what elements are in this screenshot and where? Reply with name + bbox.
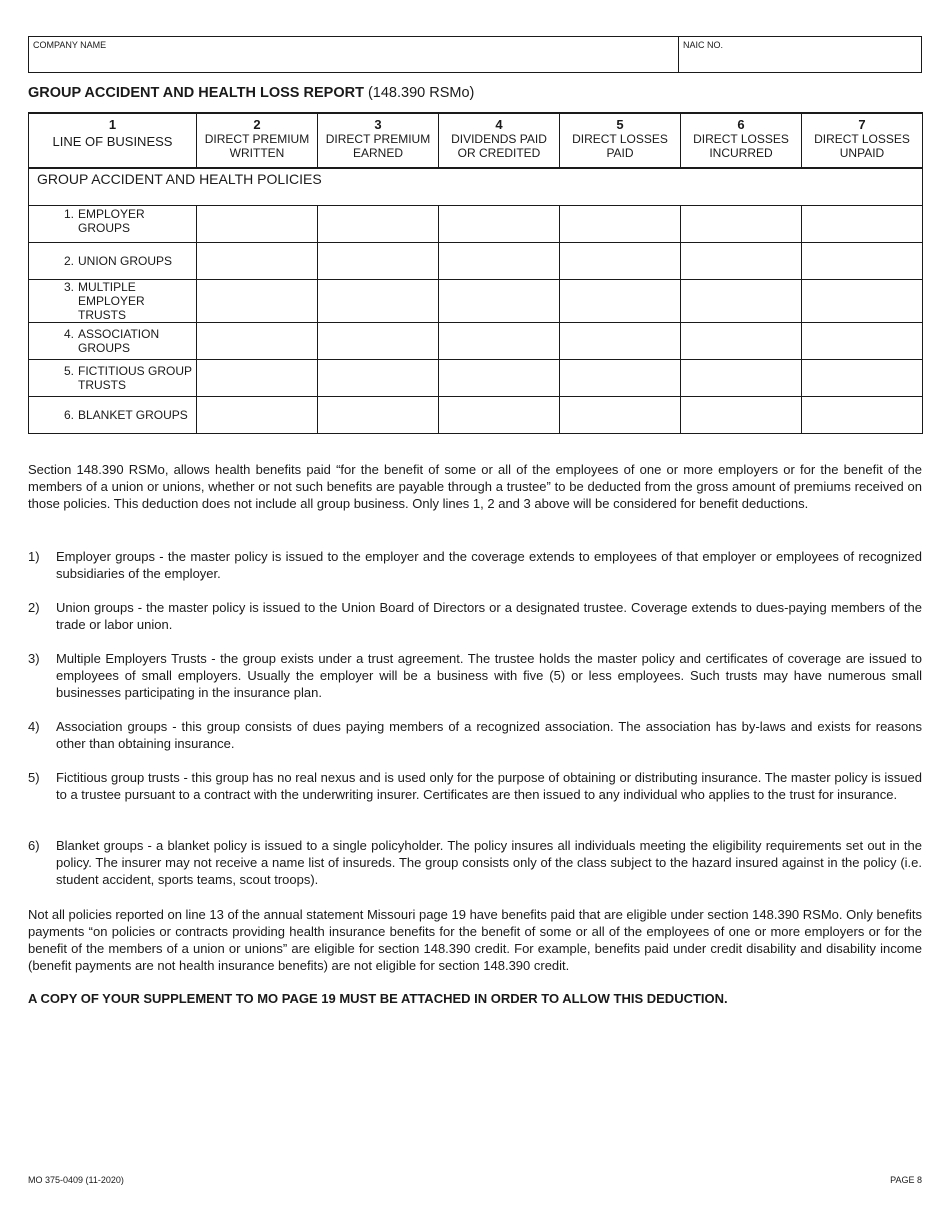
entry-cell[interactable] [318,359,439,396]
definition-text: Blanket groups - a blanket policy is issued to a single policyholder. The policy insures all individuals meeting the eligibility requirements set out in the policy. The insurer may not receive a name list of insureds. The group consists only of the class subject to the hazard insured against in the policy (i.e. student accident, sports teams, scout troops). [56,838,922,887]
definition-item [28,837,922,888]
table-row [29,242,923,279]
entry-cell[interactable] [197,279,318,322]
definition-index: 4) [28,719,40,734]
loss-report-table [28,112,923,434]
entry-cell[interactable] [197,322,318,359]
row-label [29,396,197,433]
row-label [29,279,197,322]
row-text: FICTITIOUS GROUP TRUSTS [78,363,192,392]
definition-text: Employer groups - the master policy is issued to the employer and the coverage extends to employees of that employer or employees of recognized subsidiaries of the employer. [56,549,922,581]
column-header-direct-losses-incurred [681,113,802,168]
table-row [29,396,923,433]
row-text: BLANKET GROUPS [78,407,188,422]
entry-cell[interactable] [197,242,318,279]
entry-cell[interactable] [681,242,802,279]
entry-cell[interactable] [318,242,439,279]
section-row [29,168,923,205]
entry-cell[interactable] [681,396,802,433]
definition-index: 1) [28,549,40,564]
form-page [28,36,922,434]
definition-item [28,718,922,752]
column-header-direct-premium-written [197,113,318,168]
section-label: GROUP ACCIDENT AND HEALTH POLICIES [29,168,923,205]
definition-index: 3) [28,651,40,666]
entry-cell[interactable] [318,205,439,242]
definition-text: Union groups - the master policy is issued to the Union Board of Directors or a designated trustee. Coverage extends to dues-paying members of the trade or labor union. [56,600,922,632]
definition-item [28,599,922,633]
naic-number-label: NAIC NO. [683,40,724,50]
definition-text: Fictitious group trusts - this group has no real nexus and is used only for the purpose of obtaining or distributing insurance. The master policy is issued to a trustee pursuant to a contract with the underwriting insurer. Certificates are then issued to any individual who applies to the trust for insurance. [56,770,922,802]
column-label-line2: UNPAID [839,146,885,160]
report-title [28,85,922,101]
entry-cell[interactable] [439,242,560,279]
definition-index: 2) [28,600,40,615]
entry-cell[interactable] [197,205,318,242]
table-row [29,279,923,322]
column-label-line2: INCURRED [709,146,773,160]
entry-cell[interactable] [439,359,560,396]
entry-cell[interactable] [560,396,681,433]
row-text: MULTIPLE EMPLOYER TRUSTS [78,279,145,322]
definition-index: 5) [28,770,40,785]
column-label-line2: WRITTEN [229,146,285,160]
row-text: ASSOCIATION GROUPS [78,326,160,355]
entry-cell[interactable] [560,205,681,242]
table-row [29,205,923,242]
definition-item [28,548,922,582]
column-number: 6 [737,117,745,132]
column-number: 3 [374,117,382,132]
attachment-notice: A COPY OF YOUR SUPPLEMENT TO MO PAGE 19 MUST BE ATTACHED IN ORDER TO ALLOW THIS DEDUCTION. [28,991,728,1006]
entry-cell[interactable] [802,322,923,359]
company-header-box [28,36,922,73]
entry-cell[interactable] [802,242,923,279]
row-label [29,242,197,279]
column-label-line1: DIVIDENDS PAID [451,132,547,146]
table-header-row [29,113,923,168]
column-label-line2: PAID [606,146,634,160]
column-number: 2 [253,117,261,132]
row-label [29,359,197,396]
form-id: MO 375-0409 (11-2020) [28,1175,124,1185]
entry-cell[interactable] [681,205,802,242]
column-label-line1: DIRECT PREMIUM [325,132,431,146]
entry-cell[interactable] [802,359,923,396]
row-number: 5. [63,363,74,378]
column-number: 1 [108,117,117,132]
row-number: 1. [63,206,74,221]
entry-cell[interactable] [681,359,802,396]
entry-cell[interactable] [560,242,681,279]
intro-paragraph: Section 148.390 RSMo, allows health benefits paid “for the benefit of some or all of the employees of one or more employers or for the benefit of the members of a union or unions, whether or not such benefits are payable through a trustee” to be deducted from the gross amount of premiums received on those policies. This deduction does not include all group business. Only lines 1, 2 and 3 above will be considered for benefit deductions. [28,462,922,511]
entry-cell[interactable] [318,279,439,322]
column-number: 7 [858,117,866,132]
row-label [29,322,197,359]
closing-paragraph: Not all policies reported on line 13 of the annual statement Missouri page 19 have benefits paid that are eligible under section 148.390 RSMo. Only benefits payments “on policies or contracts providing health insurance benefits for the benefit of some or all of the employees of one or more employers or for the benefit of the members of a union or unions” are eligible for section 148.390 credit. For example, benefits paid under credit disability and disability income (benefit payments are not health insurance benefits) are not eligible for section 148.390 credit. [28,907,922,973]
row-label [29,205,197,242]
column-label-line2: EARNED [352,146,403,160]
entry-cell[interactable] [802,279,923,322]
column-header-line-of-business [29,113,197,168]
company-name-label: COMPANY NAME [33,40,107,50]
entry-cell[interactable] [802,205,923,242]
entry-cell[interactable] [560,359,681,396]
row-text: EMPLOYER GROUPS [78,206,145,235]
entry-cell[interactable] [439,322,560,359]
report-title-statute: (148.390 RSMo) [367,85,475,101]
naic-number-field[interactable] [679,37,921,72]
column-label-line1: DIRECT LOSSES [814,132,910,146]
definition-text: Association groups - this group consists of dues paying members of a recognized association. The association has by-laws and exists for reasons other than obtaining insurance. [56,719,922,751]
entry-cell[interactable] [802,396,923,433]
definition-item [28,650,922,701]
column-number: 5 [616,117,624,132]
table-row [29,359,923,396]
entry-cell[interactable] [439,279,560,322]
row-number: 3. [63,279,74,294]
table-row [29,322,923,359]
column-label-line1: DIRECT PREMIUM [204,132,310,146]
page-number: PAGE 8 [890,1175,922,1185]
entry-cell[interactable] [681,322,802,359]
definition-item [28,769,922,803]
column-number: 4 [495,117,503,132]
entry-cell[interactable] [681,279,802,322]
row-number: 6. [63,407,74,422]
definition-text: Multiple Employers Trusts - the group exists under a trust agreement. The trustee holds the master policy and certificates of coverage are issued to employees of small employers. Usually the employer will be a business with five (5) or less employees. Such trusts may have numerous small businesses participating in the insurance plan. [56,651,922,700]
column-label-line1: DIRECT LOSSES [572,132,668,146]
column-header-direct-losses-unpaid [802,113,923,168]
entry-cell[interactable] [560,279,681,322]
entry-cell[interactable] [197,359,318,396]
column-header-dividends-paid [439,113,560,168]
definition-index: 6) [28,838,40,853]
entry-cell[interactable] [439,205,560,242]
column-label: LINE OF BUSINESS [52,134,173,149]
entry-cell[interactable] [439,396,560,433]
row-number: 4. [63,326,74,341]
company-name-field[interactable] [29,37,679,72]
column-label-line2: OR CREDITED [457,146,541,160]
column-header-direct-losses-paid [560,113,681,168]
entry-cell[interactable] [318,322,439,359]
entry-cell[interactable] [560,322,681,359]
column-header-direct-premium-earned [318,113,439,168]
row-text: UNION GROUPS [78,253,173,268]
entry-cell[interactable] [197,396,318,433]
row-number: 2. [63,253,74,268]
column-label-line1: DIRECT LOSSES [693,132,789,146]
entry-cell[interactable] [318,396,439,433]
report-title-main: GROUP ACCIDENT AND HEALTH LOSS REPORT [28,85,364,101]
